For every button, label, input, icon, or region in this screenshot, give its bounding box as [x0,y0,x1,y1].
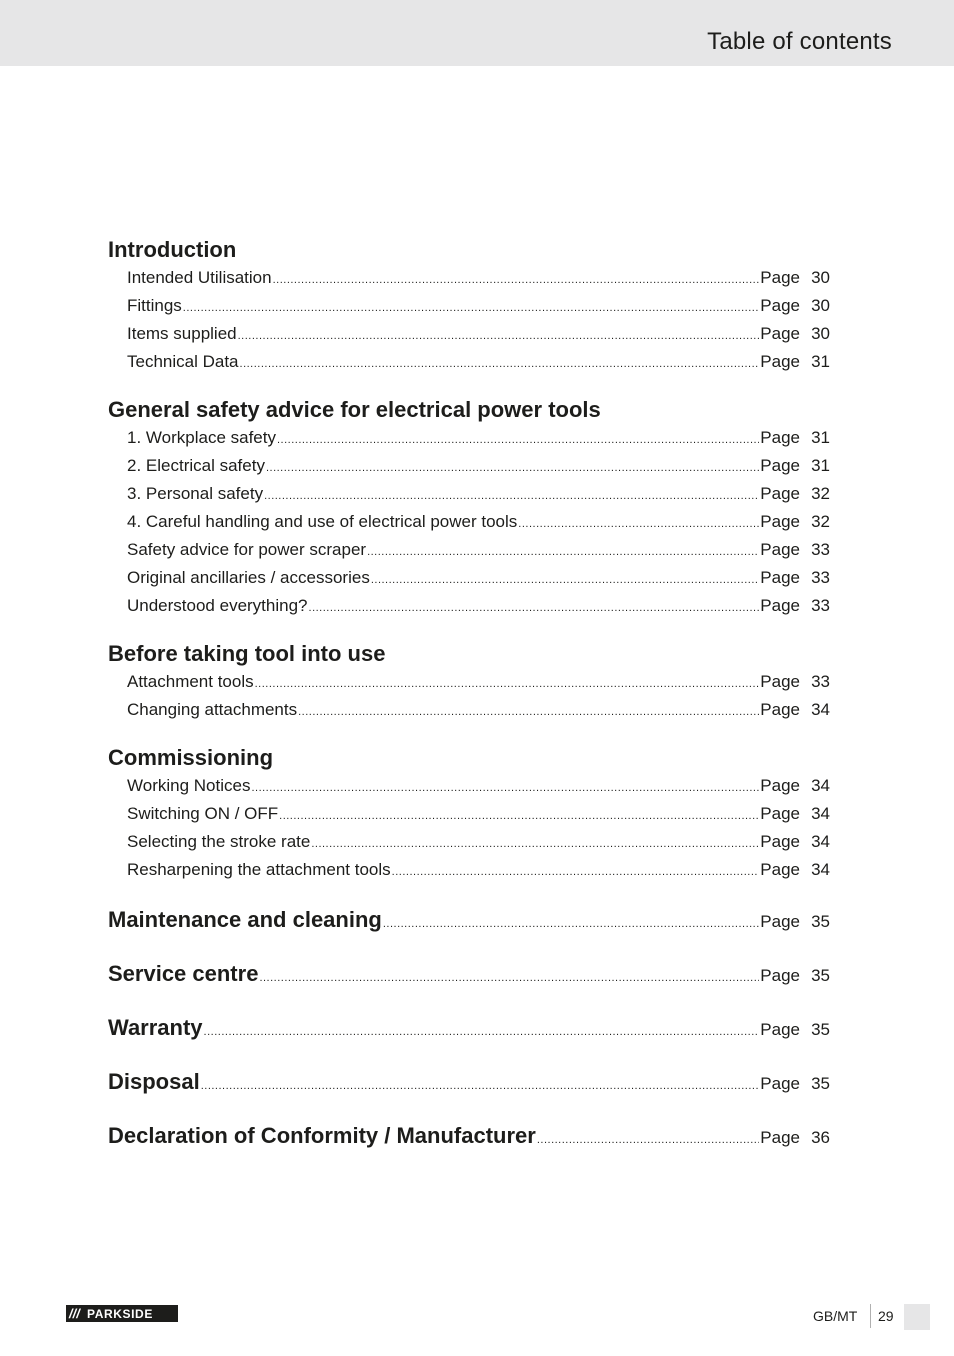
page-number: 33 [811,672,830,691]
page-word: Page [760,540,800,559]
logo-slashes: /// [69,1306,80,1321]
dot-leader [383,909,759,939]
toc-major-entry[interactable] [108,1121,830,1155]
toc-section [108,743,830,885]
dot-leader [259,963,759,993]
toc-entry[interactable] [108,801,830,829]
page-number: 30 [811,324,830,343]
page-number: 35 [811,966,830,985]
page-number: 31 [811,456,830,475]
section-title: Introduction [108,237,237,262]
toc-major-entry[interactable] [108,905,830,939]
entry-label: Attachment tools [127,672,254,691]
major-entry-title: Maintenance and cleaning [108,907,382,932]
toc-entry[interactable] [108,425,830,453]
toc-entry[interactable] [108,829,830,857]
page-word: Page [760,776,800,795]
toc-entry[interactable] [108,857,830,885]
page-number: 36 [811,1128,830,1147]
page-number: 35 [811,1074,830,1093]
page-word: Page [760,700,800,719]
dot-leader [537,1125,759,1155]
page-number: 33 [811,568,830,587]
entry-label: Switching ON / OFF [127,804,279,823]
page-number: 34 [811,832,830,851]
entry-label: 4. Careful handling and use of electrical power tools [127,512,518,531]
dot-leader [264,484,759,509]
page-word: Page [760,596,800,615]
toc-major-entry[interactable] [108,1013,830,1047]
page-word: Page [760,324,800,343]
dot-leader [371,568,759,593]
page-word: Page [760,268,800,287]
language-code: GB/MT [813,1308,858,1324]
toc-entry[interactable] [108,669,830,697]
page-word: Page [760,484,800,503]
page-word: Page [760,1074,800,1093]
entry-label: 2. Electrical safety [127,456,265,475]
entry-label: Changing attachments [127,700,298,719]
page-number: 33 [811,540,830,559]
major-entry-title: Warranty [108,1015,203,1040]
dot-leader [238,324,760,349]
footer-divider [870,1304,871,1328]
page-number-footer: 29 [878,1308,894,1324]
entry-label: Fittings [127,296,182,315]
dot-leader [273,268,760,293]
entry-label: 3. Personal safety [127,484,264,503]
toc-entry[interactable] [108,321,830,349]
dot-leader [183,296,760,321]
page-number: 30 [811,296,830,315]
page-word: Page [760,860,800,879]
page-number: 33 [811,596,830,615]
dot-leader [279,804,759,829]
page-title: Table of contents [707,28,892,55]
dot-leader [266,456,759,481]
table-of-contents [108,235,830,1175]
section-title: General safety advice for electrical power tools [108,397,601,422]
toc-major-entry[interactable] [108,959,830,993]
major-entry-title: Service centre [108,961,259,986]
dot-leader [251,776,759,801]
entry-label: Safety advice for power scraper [127,540,367,559]
page-word: Page [760,672,800,691]
major-entry-title: Declaration of Conformity / Manufacturer [108,1123,536,1148]
page-word: Page [760,1020,800,1039]
page-number: 30 [811,268,830,287]
dot-leader [277,428,759,453]
dot-leader [240,352,760,377]
dot-leader [201,1071,760,1101]
page-word: Page [760,912,800,931]
page-word: Page [760,296,800,315]
dot-leader [309,596,760,621]
page-word: Page [760,1128,800,1147]
dot-leader [255,672,760,697]
entry-label: Original ancillaries / accessories [127,568,370,587]
logo-text: PARKSIDE [87,1306,153,1321]
toc-entry[interactable] [108,293,830,321]
page-number: 34 [811,776,830,795]
toc-entry[interactable] [108,537,830,565]
entry-label: Items supplied [127,324,237,343]
entry-label: Intended Utilisation [127,268,272,287]
entry-label: Understood everything? [127,596,308,615]
toc-entry[interactable] [108,565,830,593]
toc-entry[interactable] [108,509,830,537]
toc-section [108,639,830,725]
dot-leader [204,1017,760,1047]
dot-leader [311,832,759,857]
page-number: 34 [811,804,830,823]
toc-entry[interactable] [108,697,830,725]
page-number: 34 [811,700,830,719]
section-title: Commissioning [108,745,274,770]
entry-label: 1. Workplace safety [127,428,276,447]
page-number: 32 [811,512,830,531]
toc-major-entry[interactable] [108,1067,830,1101]
toc-entry[interactable] [108,349,830,377]
toc-entry[interactable] [108,265,830,293]
parkside-logo [66,1305,178,1322]
page-word: Page [760,352,800,371]
page-word: Page [760,832,800,851]
footer-tab-marker [904,1304,930,1330]
page-word: Page [760,428,800,447]
dot-leader [298,700,759,725]
page-number: 35 [811,912,830,931]
page-number: 31 [811,428,830,447]
page-number: 34 [811,860,830,879]
dot-leader [518,512,759,537]
page-number: 32 [811,484,830,503]
toc-entry[interactable] [108,593,830,621]
entry-label: Technical Data [127,352,239,371]
section-title: Before taking tool into use [108,641,386,666]
major-entry-title: Disposal [108,1069,200,1094]
entry-label: Resharpening the attachment tools [127,860,391,879]
toc-entry[interactable] [108,481,830,509]
page-word: Page [760,512,800,531]
page-word: Page [760,804,800,823]
dot-leader [392,860,760,885]
page-word: Page [760,456,800,475]
page-word: Page [760,966,800,985]
page-word: Page [760,568,800,587]
dot-leader [367,540,759,565]
page-number: 31 [811,352,830,371]
page-number: 35 [811,1020,830,1039]
toc-section [108,235,830,377]
toc-entry[interactable] [108,453,830,481]
entry-label: Working Notices [127,776,251,795]
entry-label: Selecting the stroke rate [127,832,311,851]
toc-entry[interactable] [108,773,830,801]
toc-section [108,395,830,621]
